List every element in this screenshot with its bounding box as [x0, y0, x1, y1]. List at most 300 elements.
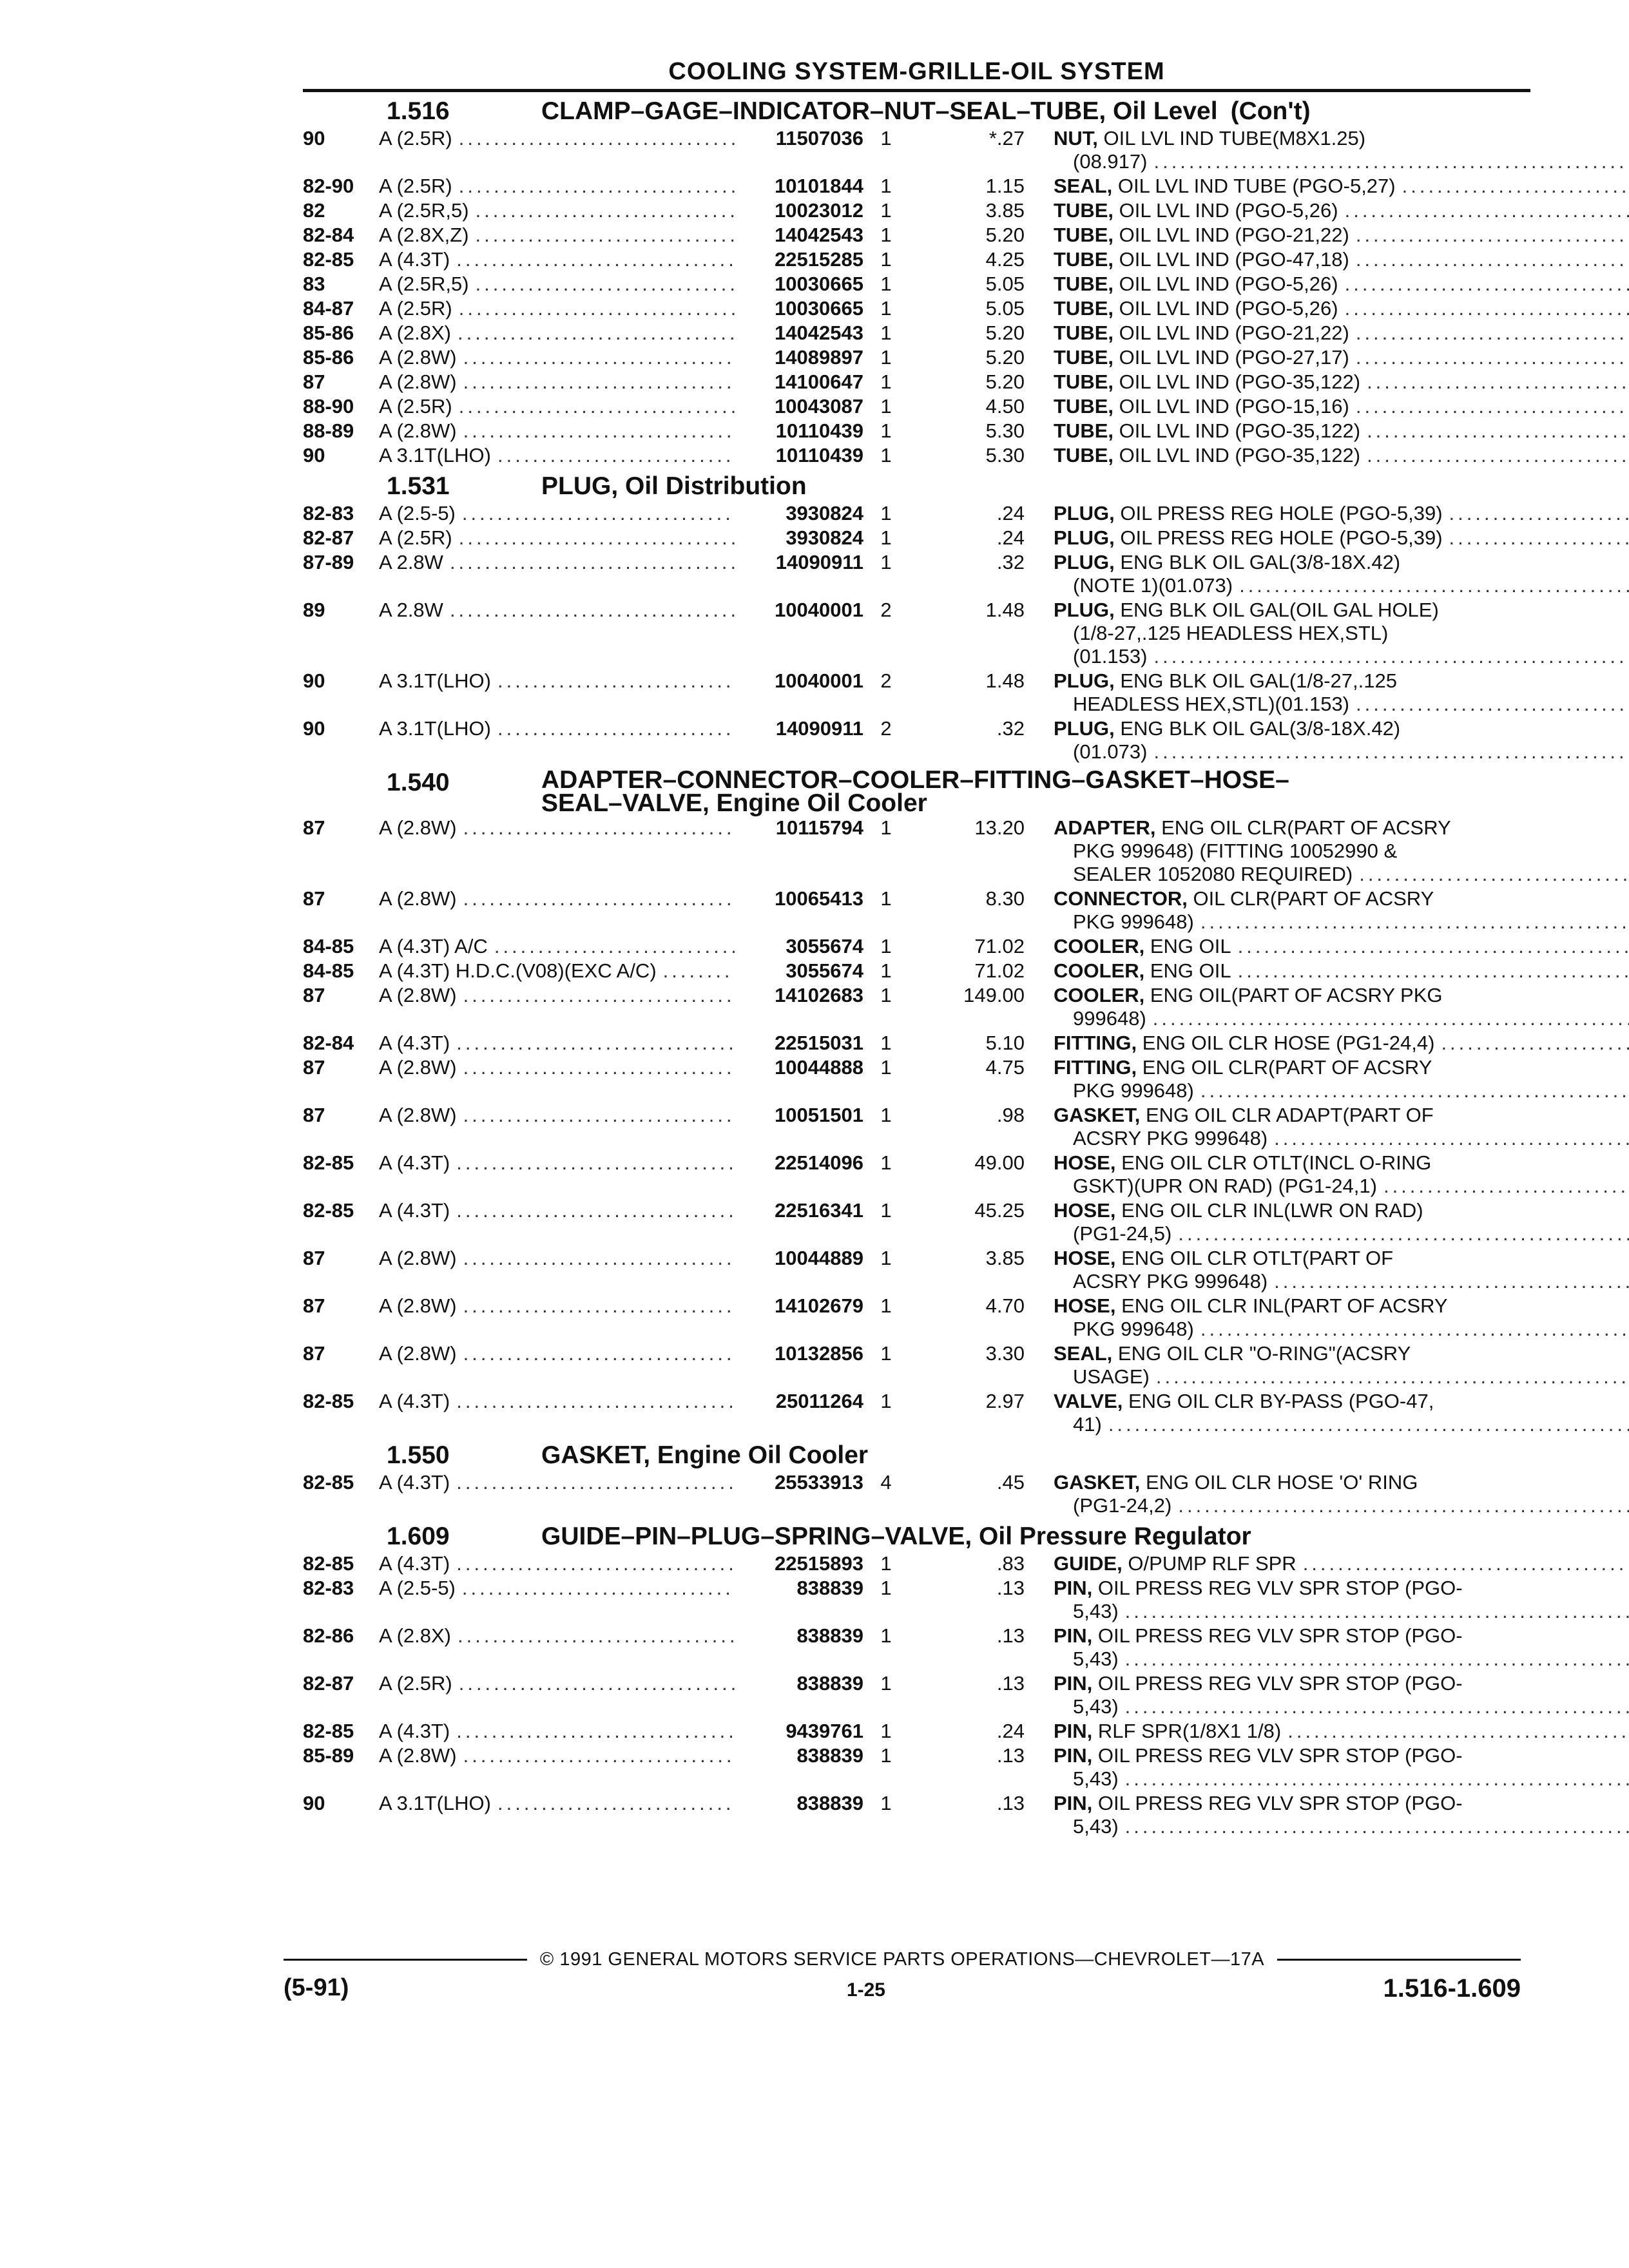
- description-line: [1054, 717, 1629, 740]
- description-detail: 5,43): [1073, 1695, 1119, 1718]
- part-row: [303, 297, 1530, 320]
- model-years: 82-85: [303, 1199, 354, 1222]
- part-row: [303, 816, 1530, 886]
- part-row: [303, 551, 1530, 597]
- description-detail: PKG 999648) (FITTING 10052990 &: [1073, 840, 1398, 862]
- description-text: [1054, 599, 1439, 621]
- section-title-text: CLAMP–GAGE–INDICATOR–NUT–SEAL–TUBE, Oil Level: [541, 97, 1218, 125]
- description-detail: (PG1-24,2): [1073, 1494, 1172, 1517]
- section-title-text: ADAPTER–CONNECTOR–COOLER–FITTING–GASKET–HOSE–: [541, 766, 1289, 794]
- catalog-section: [303, 766, 1530, 1436]
- part-name: TUBE,: [1054, 444, 1113, 466]
- leader-dots: [1125, 1648, 1629, 1671]
- leader-dots: [1178, 1494, 1629, 1517]
- leader-dots: [476, 199, 735, 222]
- part-name: PLUG,: [1054, 717, 1115, 740]
- description-detail: (01.073): [1073, 740, 1148, 763]
- description-text: [1054, 346, 1349, 369]
- part-name: PIN,: [1054, 1720, 1093, 1742]
- description-detail: OIL LVL IND (PGO-35,122): [1119, 370, 1361, 393]
- part-description: [1054, 1577, 1629, 1623]
- description-text: [1054, 1720, 1281, 1743]
- application-text: A 3.1T(LHO): [379, 717, 491, 740]
- application-text: A (2.5R,5): [379, 273, 469, 295]
- part-number: 10115794: [775, 816, 863, 839]
- part-description: [1054, 1744, 1629, 1791]
- section-number: 1.540: [387, 769, 450, 796]
- quantity: 1: [880, 1247, 892, 1269]
- description-text: [1054, 887, 1434, 910]
- leader-dots: [1356, 224, 1629, 247]
- model-years: 89: [303, 599, 325, 621]
- part-description: [1054, 1672, 1629, 1718]
- quantity: 1: [880, 444, 892, 466]
- model-years: 87: [303, 370, 325, 393]
- leader-dots: [1356, 322, 1629, 345]
- part-name: PLUG,: [1054, 526, 1115, 549]
- model-years: 82-84: [303, 1032, 354, 1054]
- part-row: [303, 1032, 1530, 1055]
- part-number: 3930824: [786, 526, 863, 549]
- part-row: [303, 1720, 1530, 1743]
- application: [379, 1672, 741, 1718]
- quantity: 1: [880, 1056, 892, 1079]
- part-name: SEAL,: [1054, 1342, 1113, 1365]
- section-title-text: GASKET, Engine Oil Cooler: [541, 1441, 869, 1469]
- quantity: 1: [880, 959, 892, 982]
- part-description: [1054, 1294, 1629, 1341]
- section-title: [541, 1523, 1530, 1551]
- description-line: [1054, 1032, 1629, 1055]
- description-detail: ACSRY PKG 999648): [1073, 1127, 1268, 1149]
- part-description: [1054, 1151, 1629, 1198]
- part-row: [303, 959, 1530, 983]
- leader-dots: [497, 444, 735, 467]
- part-row: [303, 273, 1530, 296]
- part-name: COOLER,: [1054, 935, 1145, 957]
- description-line: [1054, 150, 1629, 173]
- description-detail: PKG 999648): [1073, 1318, 1194, 1340]
- description-line: [1054, 1552, 1629, 1575]
- part-number: 14102683: [775, 984, 863, 1006]
- leader-dots: [1449, 526, 1629, 550]
- part-name: ADAPTER,: [1054, 816, 1156, 839]
- part-name: PIN,: [1054, 1624, 1093, 1647]
- description-text: [1054, 1294, 1448, 1317]
- quantity: 1: [880, 1104, 892, 1126]
- price: 3.85: [985, 199, 1025, 222]
- application: [379, 551, 741, 597]
- leader-dots: [1153, 1007, 1629, 1030]
- description-line: [1054, 370, 1629, 394]
- application-text: A (2.8W): [379, 1104, 457, 1126]
- description-text: [1054, 1552, 1296, 1575]
- part-number: 14090911: [775, 717, 863, 740]
- part-name: TUBE,: [1054, 297, 1113, 320]
- part-row: [303, 717, 1530, 764]
- section-title-text: GUIDE–PIN–PLUG–SPRING–VALVE, Oil Pressure Regulator: [541, 1523, 1251, 1550]
- catalog-section: [303, 472, 1530, 764]
- part-row: [303, 419, 1530, 443]
- part-row: [303, 199, 1530, 222]
- description-line: [1054, 1672, 1629, 1695]
- quantity: 1: [880, 1199, 892, 1222]
- price: .13: [996, 1792, 1025, 1814]
- price: .13: [996, 1744, 1025, 1767]
- model-years: 84-85: [303, 935, 354, 957]
- description-text: [1054, 322, 1349, 345]
- model-years: 82: [303, 199, 325, 222]
- part-description: [1054, 935, 1629, 958]
- leader-dots: [456, 1720, 735, 1743]
- model-years: 82-85: [303, 1552, 354, 1575]
- description-text: [1054, 1390, 1434, 1412]
- application: [379, 1032, 741, 1055]
- price: 1.48: [985, 599, 1025, 621]
- leader-dots: [456, 1151, 735, 1198]
- application: [379, 1744, 741, 1791]
- catalog-section: [303, 1523, 1530, 1838]
- price: 1.15: [985, 175, 1025, 197]
- part-number: 10051501: [775, 1104, 863, 1126]
- description-detail: ENG OIL CLR(PART OF ACSRY: [1142, 1056, 1432, 1079]
- leader-dots: [450, 551, 735, 597]
- price: 8.30: [985, 887, 1025, 910]
- quantity: 2: [880, 717, 892, 740]
- part-number: 838839: [796, 1624, 863, 1647]
- description-detail: OIL PRESS REG VLV SPR STOP (PGO-: [1097, 1577, 1463, 1599]
- description-line: [1054, 1744, 1629, 1767]
- description-text: [1054, 717, 1400, 740]
- description-line: [1054, 693, 1629, 716]
- part-name: SEAL,: [1054, 175, 1113, 197]
- leader-dots: [1125, 1767, 1629, 1791]
- leader-dots: [663, 959, 735, 983]
- part-name: PLUG,: [1054, 502, 1115, 524]
- description-detail: OIL PRESS REG VLV SPR STOP (PGO-: [1097, 1672, 1463, 1695]
- description-text: [1073, 1007, 1146, 1030]
- part-name: PIN,: [1054, 1577, 1093, 1599]
- quantity: 1: [880, 1744, 892, 1767]
- leader-dots: [1238, 935, 1629, 958]
- description-text: [1054, 224, 1349, 247]
- description-text: [1073, 1413, 1102, 1436]
- model-years: 90: [303, 717, 325, 740]
- application-text: A (2.5R,5): [379, 199, 469, 222]
- description-line: [1054, 1577, 1629, 1600]
- price: 5.30: [985, 419, 1025, 442]
- model-years: 84-87: [303, 297, 354, 320]
- description-detail: ACSRY PKG 999648): [1073, 1270, 1268, 1293]
- description-text: [1054, 273, 1338, 296]
- description-detail: ENG OIL CLR INL(LWR ON RAD): [1121, 1199, 1423, 1222]
- section-number: 1.516: [387, 97, 450, 125]
- application: [379, 816, 741, 886]
- part-name: GUIDE,: [1054, 1552, 1123, 1575]
- description-text: [1054, 395, 1349, 418]
- description-detail: (08.917): [1073, 150, 1148, 173]
- part-number: 22515285: [775, 248, 863, 271]
- price: .13: [996, 1672, 1025, 1695]
- application-text: A (2.8W): [379, 887, 457, 910]
- part-name: COOLER,: [1054, 959, 1145, 982]
- part-description: [1054, 297, 1629, 320]
- application: [379, 395, 741, 418]
- part-row: [303, 1199, 1530, 1245]
- model-years: 88-90: [303, 395, 354, 418]
- part-name: GASKET,: [1054, 1471, 1141, 1494]
- page-footer: [284, 1949, 1521, 2003]
- part-row: [303, 526, 1530, 550]
- description-detail: HEADLESS HEX,STL)(01.153): [1073, 693, 1350, 715]
- part-number: 14090911: [775, 551, 863, 573]
- description-line: [1054, 175, 1629, 198]
- leader-dots: [1345, 273, 1629, 296]
- description-line: [1054, 840, 1629, 863]
- part-description: [1054, 669, 1629, 716]
- description-line: [1054, 1056, 1629, 1079]
- model-years: 82-83: [303, 1577, 354, 1599]
- part-name: TUBE,: [1054, 248, 1113, 271]
- description-detail: OIL PRESS REG HOLE (PGO-5,39): [1120, 502, 1443, 524]
- sections-container: [303, 97, 1530, 1838]
- model-years: 82-85: [303, 1720, 354, 1742]
- part-description: [1054, 887, 1629, 934]
- model-years: 83: [303, 273, 325, 295]
- description-text: [1073, 574, 1233, 597]
- description-detail: (01.153): [1073, 645, 1148, 668]
- application-text: A (4.3T): [379, 1151, 450, 1174]
- leader-dots: [459, 175, 735, 198]
- description-text: [1073, 150, 1147, 173]
- description-line: [1054, 1342, 1629, 1365]
- price: 5.05: [985, 297, 1025, 320]
- description-line: [1054, 1815, 1629, 1838]
- model-years: 87: [303, 1247, 325, 1269]
- description-line: [1054, 863, 1629, 886]
- description-line: [1054, 574, 1629, 597]
- part-row: [303, 984, 1530, 1030]
- part-name: TUBE,: [1054, 370, 1113, 393]
- quantity: 1: [880, 224, 892, 246]
- price: 49.00: [974, 1151, 1025, 1174]
- description-text: [1054, 1471, 1418, 1494]
- model-years: 82-85: [303, 1151, 354, 1174]
- part-row: [303, 1744, 1530, 1791]
- description-line: [1054, 526, 1629, 550]
- leader-dots: [462, 502, 735, 525]
- application-text: A (2.5-5): [379, 1577, 456, 1599]
- description-text: [1054, 1672, 1463, 1695]
- part-description: [1054, 444, 1629, 467]
- part-name: PIN,: [1054, 1672, 1093, 1695]
- part-description: [1054, 370, 1629, 394]
- part-description: [1054, 1624, 1629, 1671]
- description-line: [1054, 1600, 1629, 1623]
- quantity: 4: [880, 1471, 892, 1494]
- description-detail: OIL CLR(PART OF ACSRY: [1193, 887, 1434, 910]
- part-row: [303, 1390, 1530, 1436]
- price: .98: [996, 1104, 1025, 1126]
- application: [379, 273, 741, 296]
- part-name: CONNECTOR,: [1054, 887, 1188, 910]
- description-text: [1073, 1127, 1268, 1150]
- leader-dots: [463, 984, 735, 1030]
- section-heading: [303, 1441, 1530, 1470]
- description-line: [1054, 395, 1629, 418]
- description-detail: 5,43): [1073, 1815, 1119, 1838]
- leader-dots: [1153, 740, 1629, 764]
- description-detail: OIL PRESS REG VLV SPR STOP (PGO-: [1097, 1744, 1463, 1767]
- leader-dots: [463, 370, 735, 394]
- part-row: [303, 599, 1530, 668]
- application: [379, 1151, 741, 1198]
- quantity: 1: [880, 502, 892, 524]
- footer-rule-left: [284, 1959, 527, 1961]
- application: [379, 717, 741, 764]
- description-detail: SEALER 1052080 REQUIRED): [1073, 863, 1353, 885]
- leader-dots: [1274, 1127, 1629, 1150]
- leader-dots: [476, 224, 735, 247]
- description-text: [1054, 959, 1231, 983]
- model-years: 82-83: [303, 502, 354, 524]
- price: 149.00: [963, 984, 1025, 1006]
- description-line: [1054, 1199, 1629, 1222]
- description-line: [1054, 622, 1629, 645]
- part-name: HOSE,: [1054, 1294, 1116, 1317]
- part-description: [1054, 1247, 1629, 1293]
- part-description: [1054, 1199, 1629, 1245]
- part-number: 14042543: [775, 224, 863, 246]
- description-text: [1073, 1079, 1194, 1102]
- part-description: [1054, 717, 1629, 764]
- description-line: [1054, 248, 1629, 271]
- price: .13: [996, 1624, 1025, 1647]
- part-row: [303, 175, 1530, 198]
- section-range: 1.516-1.609: [1383, 1974, 1521, 2003]
- quantity: 1: [880, 1342, 892, 1365]
- leader-dots: [1367, 444, 1629, 467]
- footer-bottom: [284, 1974, 1521, 2003]
- part-name: PLUG,: [1054, 599, 1115, 621]
- price: 4.25: [985, 248, 1025, 271]
- leader-dots: [463, 1342, 735, 1389]
- application-text: A (2.8X): [379, 322, 451, 344]
- copyright-line: [284, 1949, 1521, 1970]
- leader-dots: [476, 273, 735, 296]
- description-text: [1054, 175, 1396, 198]
- model-years: 90: [303, 127, 325, 149]
- quantity: 1: [880, 1672, 892, 1695]
- description-text: [1054, 127, 1365, 149]
- description-detail: OIL LVL IND (PGO-47,18): [1119, 248, 1349, 271]
- quantity: 1: [880, 346, 892, 369]
- part-description: [1054, 175, 1629, 198]
- description-text: [1054, 248, 1349, 271]
- part-description: [1054, 127, 1629, 173]
- quantity: 2: [880, 669, 892, 692]
- application: [379, 1390, 741, 1436]
- part-row: [303, 224, 1530, 247]
- part-number: 22515031: [775, 1032, 863, 1054]
- part-number: 10040001: [775, 669, 863, 692]
- leader-dots: [463, 1104, 735, 1150]
- model-years: 90: [303, 444, 325, 466]
- catalog-section: [303, 1441, 1530, 1517]
- application: [379, 1471, 741, 1517]
- part-number: 838839: [796, 1672, 863, 1695]
- part-name: COOLER,: [1054, 984, 1145, 1006]
- section-number: 1.531: [387, 472, 450, 500]
- description-line: [1054, 816, 1629, 840]
- description-line: [1054, 1767, 1629, 1791]
- application-text: A (2.5R): [379, 1672, 452, 1695]
- leader-dots: [1274, 1270, 1629, 1293]
- description-detail: ENG OIL: [1150, 959, 1231, 982]
- section-title: [541, 97, 1530, 126]
- application-text: A (2.8W): [379, 1342, 457, 1365]
- quantity: 1: [880, 273, 892, 295]
- part-number: 14102679: [775, 1294, 863, 1317]
- part-description: [1054, 224, 1629, 247]
- quantity: 1: [880, 551, 892, 573]
- part-description: [1054, 984, 1629, 1030]
- application-text: A 3.1T(LHO): [379, 444, 491, 466]
- description-line: [1054, 1294, 1629, 1318]
- part-row: [303, 935, 1530, 958]
- page-number: 1-25: [846, 1979, 885, 2001]
- description-detail: O/PUMP RLF SPR: [1128, 1552, 1296, 1575]
- price: 3.30: [985, 1342, 1025, 1365]
- section-heading: [303, 97, 1530, 126]
- description-detail: ENG OIL CLR(PART OF ACSRY: [1161, 816, 1451, 839]
- application-text: A (2.8W): [379, 984, 457, 1006]
- description-detail: 5,43): [1073, 1767, 1119, 1790]
- part-row: [303, 1104, 1530, 1150]
- application: [379, 959, 741, 983]
- application-text: A (2.8W): [379, 1247, 457, 1269]
- leader-dots: [1153, 150, 1629, 173]
- part-number: 10030665: [775, 297, 863, 320]
- price: *.27: [988, 127, 1025, 149]
- part-description: [1054, 551, 1629, 597]
- description-detail: ENG OIL CLR "O-RING"(ACSRY: [1117, 1342, 1411, 1365]
- leader-dots: [1303, 1552, 1629, 1575]
- leader-dots: [459, 526, 735, 550]
- description-detail: PKG 999648): [1073, 1079, 1194, 1102]
- part-description: [1054, 502, 1629, 525]
- part-description: [1054, 419, 1629, 443]
- description-text: [1054, 1199, 1423, 1222]
- description-text: [1054, 1792, 1463, 1814]
- application-text: A (4.3T): [379, 1199, 450, 1222]
- application: [379, 502, 741, 525]
- application: [379, 1720, 741, 1743]
- section-number: 1.550: [387, 1441, 450, 1469]
- part-name: TUBE,: [1054, 273, 1113, 295]
- application-text: A (2.5R): [379, 175, 452, 197]
- part-number: 10040001: [775, 599, 863, 621]
- description-line: [1054, 1318, 1629, 1341]
- part-number: 10110439: [775, 444, 863, 466]
- leader-dots: [1367, 370, 1629, 394]
- description-line: [1054, 1413, 1629, 1436]
- copyright-text: © 1991 GENERAL MOTORS SERVICE PARTS OPERATIONS—CHEVROLET—17A: [539, 1949, 1265, 1970]
- part-number: 10044888: [775, 1056, 863, 1079]
- leader-dots: [463, 887, 735, 934]
- part-row: [303, 1056, 1530, 1102]
- quantity: 1: [880, 935, 892, 957]
